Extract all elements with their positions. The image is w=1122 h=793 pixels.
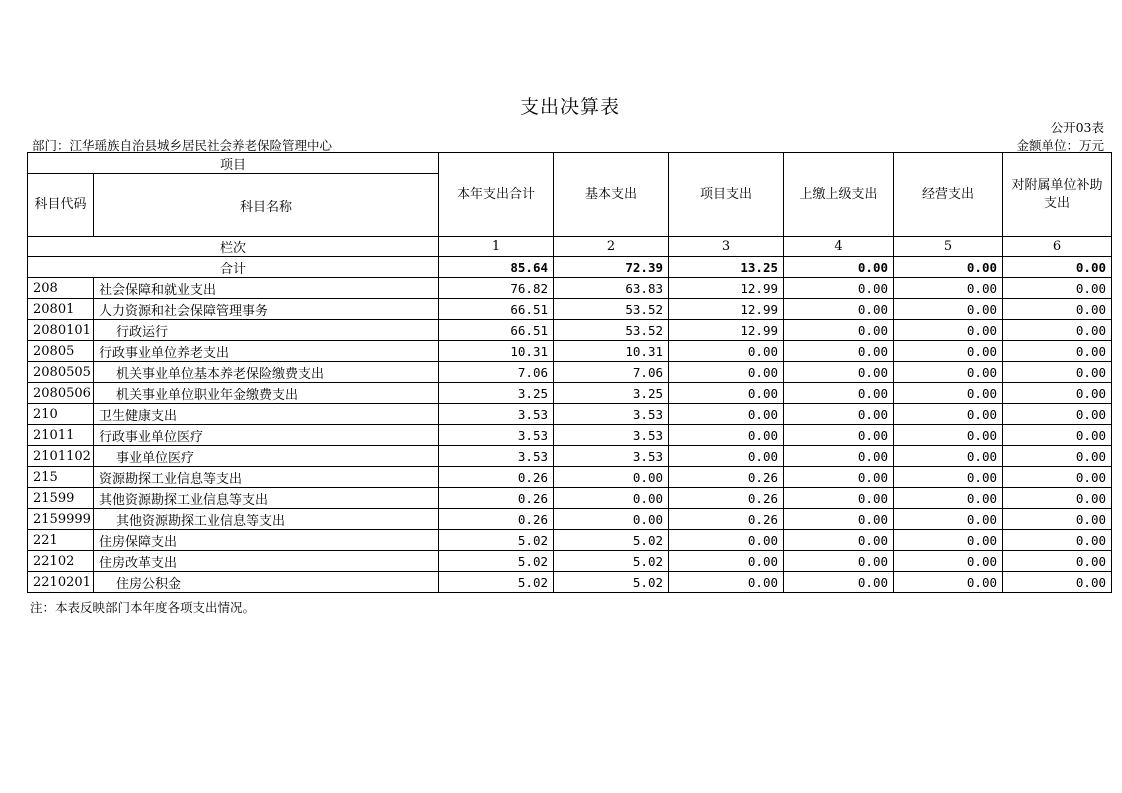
table-row (28, 467, 1112, 488)
amount-cell: 0.00 (894, 530, 1003, 551)
amount-cell: 0.00 (784, 404, 894, 425)
amount-cell: 0.00 (669, 446, 784, 467)
header-col-3: 项目支出 (669, 153, 784, 237)
amount-cell: 0.00 (894, 299, 1003, 320)
amount-cell: 3.53 (554, 404, 669, 425)
table-row (28, 530, 1112, 551)
amount-cell: 0.00 (784, 299, 894, 320)
subject-name: 卫生健康支出 (94, 404, 439, 425)
subject-code: 2080505 (28, 362, 94, 383)
page-title: 支出决算表 (519, 96, 620, 118)
amount-cell: 0.00 (554, 488, 669, 509)
table-row (28, 299, 1112, 320)
table-row (28, 341, 1112, 362)
amount-cell: 0.00 (1003, 404, 1112, 425)
amount-cell: 0.00 (1003, 572, 1112, 593)
total-row (28, 257, 1112, 278)
subject-name: 其他资源勘探工业信息等支出 (94, 509, 439, 530)
lanci-num: 2 (554, 237, 669, 257)
subject-name: 人力资源和社会保障管理事务 (94, 299, 439, 320)
subject-code: 21599 (28, 488, 94, 509)
subject-name: 行政事业单位养老支出 (94, 341, 439, 362)
subject-name: 其他资源勘探工业信息等支出 (94, 488, 439, 509)
subject-name: 住房改革支出 (94, 551, 439, 572)
amount-cell: 5.02 (554, 551, 669, 572)
amount-cell: 0.00 (554, 467, 669, 488)
amount-cell: 0.00 (669, 341, 784, 362)
subject-name: 行政事业单位医疗 (94, 425, 439, 446)
amount-cell: 66.51 (439, 320, 554, 341)
amount-cell: 0.00 (669, 383, 784, 404)
amount-cell: 3.53 (439, 404, 554, 425)
subject-name: 资源勘探工业信息等支出 (94, 467, 439, 488)
table-row (28, 362, 1112, 383)
amount-cell: 5.02 (439, 530, 554, 551)
amount-cell: 7.06 (554, 362, 669, 383)
amount-cell: 0.00 (784, 320, 894, 341)
department-label: 部门：江华瑶族自治县城乡居民社会养老保险管理中心 (32, 138, 333, 153)
header-code: 科目代码 (28, 174, 94, 237)
amount-cell: 0.00 (894, 572, 1003, 593)
header-col-5: 经营支出 (894, 153, 1003, 237)
subject-code: 210 (28, 404, 94, 425)
amount-cell: 7.06 (439, 362, 554, 383)
lanci-num: 6 (1003, 237, 1112, 257)
subject-code: 21011 (28, 425, 94, 446)
amount-cell: 3.53 (439, 446, 554, 467)
amount-cell: 0.00 (894, 383, 1003, 404)
amount-cell: 0.00 (894, 404, 1003, 425)
total-value: 0.00 (1003, 257, 1112, 278)
amount-cell: 0.00 (669, 572, 784, 593)
amount-cell: 0.26 (669, 488, 784, 509)
subject-code: 22102 (28, 551, 94, 572)
total-value: 0.00 (784, 257, 894, 278)
table-row (28, 320, 1112, 341)
table-note: 注：本表反映部门本年度各项支出情况。 (30, 600, 256, 615)
total-value: 13.25 (669, 257, 784, 278)
subject-code: 215 (28, 467, 94, 488)
table-row (28, 383, 1112, 404)
amount-cell: 0.00 (554, 509, 669, 530)
amount-cell: 0.00 (894, 278, 1003, 299)
subject-code: 208 (28, 278, 94, 299)
subject-code: 2101102 (28, 446, 94, 467)
amount-cell: 0.00 (669, 362, 784, 383)
amount-cell: 0.26 (439, 509, 554, 530)
header-name: 科目名称 (94, 174, 439, 237)
amount-cell: 0.00 (784, 467, 894, 488)
header-col-4: 上缴上级支出 (784, 153, 894, 237)
amount-cell: 0.00 (669, 530, 784, 551)
subject-name: 行政运行 (94, 320, 439, 341)
amount-cell: 0.26 (439, 488, 554, 509)
amount-cell: 0.00 (784, 530, 894, 551)
amount-cell: 0.00 (669, 551, 784, 572)
header-col-1: 本年支出合计 (439, 153, 554, 237)
amount-cell: 0.00 (1003, 278, 1112, 299)
amount-cell: 0.26 (669, 467, 784, 488)
amount-cell: 0.00 (1003, 425, 1112, 446)
amount-cell: 0.00 (784, 488, 894, 509)
table-row (28, 509, 1112, 530)
amount-cell: 0.00 (894, 488, 1003, 509)
subject-code: 2210201 (28, 572, 94, 593)
amount-cell: 0.00 (1003, 362, 1112, 383)
subject-name: 住房公积金 (94, 572, 439, 593)
amount-cell: 5.02 (439, 551, 554, 572)
amount-cell: 0.00 (784, 446, 894, 467)
amount-cell: 3.53 (554, 446, 669, 467)
header-project: 项目 (28, 153, 439, 174)
amount-cell: 5.02 (554, 572, 669, 593)
subject-code: 221 (28, 530, 94, 551)
table-row (28, 551, 1112, 572)
amount-cell: 0.00 (1003, 509, 1112, 530)
amount-cell: 3.53 (439, 425, 554, 446)
amount-cell: 0.00 (784, 425, 894, 446)
amount-cell: 0.00 (1003, 383, 1112, 404)
subject-code: 2080506 (28, 383, 94, 404)
amount-cell: 0.00 (1003, 551, 1112, 572)
amount-cell: 0.00 (1003, 341, 1112, 362)
amount-cell: 12.99 (669, 320, 784, 341)
header-col-2: 基本支出 (554, 153, 669, 237)
amount-cell: 10.31 (554, 341, 669, 362)
amount-cell: 0.00 (784, 362, 894, 383)
amount-cell: 0.00 (1003, 467, 1112, 488)
table-row (28, 425, 1112, 446)
total-value: 85.64 (439, 257, 554, 278)
amount-unit-label: 金额单位：万元 (1016, 138, 1104, 153)
amount-cell: 0.00 (894, 467, 1003, 488)
amount-cell: 0.00 (1003, 446, 1112, 467)
amount-cell: 76.82 (439, 278, 554, 299)
amount-cell: 0.00 (894, 425, 1003, 446)
amount-cell: 63.83 (554, 278, 669, 299)
amount-cell: 0.00 (784, 509, 894, 530)
table-row (28, 446, 1112, 467)
header-lanci: 栏次 (28, 237, 439, 257)
amount-cell: 53.52 (554, 320, 669, 341)
lanci-num: 5 (894, 237, 1003, 257)
amount-cell: 5.02 (554, 530, 669, 551)
header-col-6: 对附属单位补助支出 (1003, 153, 1112, 237)
table-row (28, 404, 1112, 425)
subject-code: 20805 (28, 341, 94, 362)
amount-cell: 0.00 (894, 509, 1003, 530)
amount-cell: 10.31 (439, 341, 554, 362)
amount-cell: 0.26 (439, 467, 554, 488)
subject-code: 2080101 (28, 320, 94, 341)
subject-name: 社会保障和就业支出 (94, 278, 439, 299)
amount-cell: 0.00 (784, 383, 894, 404)
total-label: 合计 (28, 257, 439, 278)
subject-name: 机关事业单位职业年金缴费支出 (94, 383, 439, 404)
amount-cell: 3.53 (554, 425, 669, 446)
amount-cell: 66.51 (439, 299, 554, 320)
amount-cell: 0.00 (894, 446, 1003, 467)
amount-cell: 0.00 (784, 572, 894, 593)
amount-cell: 0.00 (1003, 299, 1112, 320)
amount-cell: 0.00 (784, 551, 894, 572)
subject-code: 2159999 (28, 509, 94, 530)
total-value: 0.00 (894, 257, 1003, 278)
table-row (28, 572, 1112, 593)
lanci-num: 3 (669, 237, 784, 257)
amount-cell: 0.26 (669, 509, 784, 530)
amount-cell: 0.00 (1003, 320, 1112, 341)
amount-cell: 3.25 (554, 383, 669, 404)
amount-cell: 0.00 (894, 551, 1003, 572)
table-row (28, 488, 1112, 509)
amount-cell: 0.00 (669, 425, 784, 446)
amount-cell: 12.99 (669, 278, 784, 299)
amount-cell: 53.52 (554, 299, 669, 320)
amount-cell: 0.00 (784, 278, 894, 299)
amount-cell: 0.00 (1003, 530, 1112, 551)
amount-cell: 0.00 (894, 341, 1003, 362)
amount-cell: 5.02 (439, 572, 554, 593)
amount-cell: 0.00 (1003, 488, 1112, 509)
amount-cell: 0.00 (894, 320, 1003, 341)
lanci-num: 4 (784, 237, 894, 257)
expenditure-table (27, 152, 1112, 593)
amount-cell: 12.99 (669, 299, 784, 320)
amount-cell: 0.00 (894, 362, 1003, 383)
subject-name: 事业单位医疗 (94, 446, 439, 467)
form-number: 公开03表 (1050, 120, 1104, 135)
subject-code: 20801 (28, 299, 94, 320)
lanci-num: 1 (439, 237, 554, 257)
amount-cell: 3.25 (439, 383, 554, 404)
table-row (28, 278, 1112, 299)
total-value: 72.39 (554, 257, 669, 278)
amount-cell: 0.00 (784, 341, 894, 362)
amount-cell: 0.00 (669, 404, 784, 425)
subject-name: 住房保障支出 (94, 530, 439, 551)
subject-name: 机关事业单位基本养老保险缴费支出 (94, 362, 439, 383)
